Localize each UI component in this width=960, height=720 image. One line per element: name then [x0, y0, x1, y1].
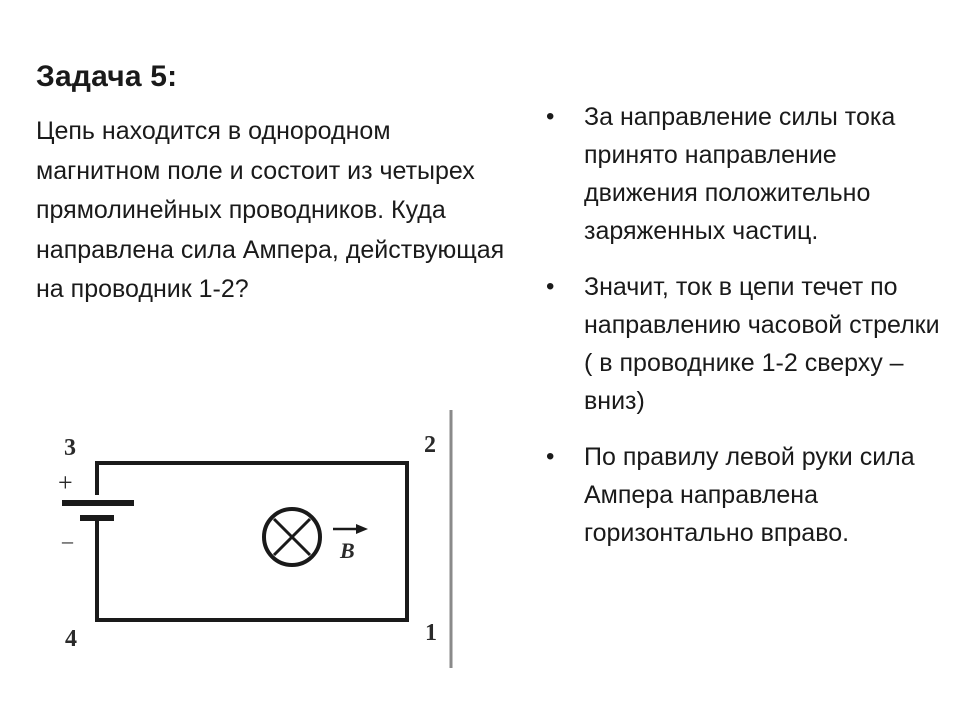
plus-sign: +	[58, 468, 73, 497]
solution-item-text: Значит, ток в цепи течет по направлению часовой стрелки ( в проводнике 1-2 сверху – вниз)	[584, 273, 940, 415]
bullet-marker: •	[546, 273, 555, 300]
corner-label-3: 3	[64, 435, 76, 461]
corner-label-1: 1	[425, 620, 437, 646]
solution-item-text: По правилу левой руки сила Ампера направлена горизонтально вправо.	[584, 443, 915, 547]
field-label: B	[340, 538, 355, 563]
field-arrow-icon	[333, 524, 368, 534]
minus-sign: –	[62, 528, 73, 553]
bullet-marker: •	[546, 103, 555, 130]
bullet-marker: •	[546, 443, 555, 470]
wire-top	[97, 463, 407, 620]
lamp-icon	[264, 509, 320, 565]
corner-label-2: 2	[424, 432, 436, 458]
slide-title: Задача 5:	[36, 60, 178, 93]
solution-item-text: За направление силы тока принято направление движения положительно заряженных частиц.	[584, 103, 896, 245]
corner-label-4: 4	[65, 626, 77, 652]
problem-statement: Цепь находится в однородном магнитном поле и состоит из четырех прямолинейных проводников. Куда направлена сила Ампера, действующая на проводник 1-2?	[36, 117, 505, 303]
battery-icon	[62, 503, 134, 518]
circuit-wires	[97, 463, 407, 620]
